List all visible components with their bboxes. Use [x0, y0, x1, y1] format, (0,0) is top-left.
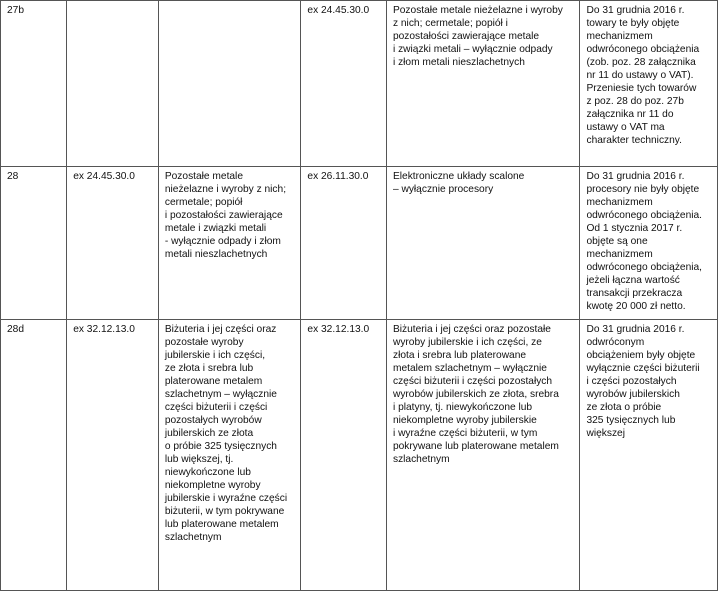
- table-row: [1, 320, 718, 591]
- note-cell: Do 31 grudnia 2016 r. towary te były objęte mechanizmem odwróconego obciążenia (zob. poz. 28 załącznika nr 11 do ustawy o VAT). Przeniesie tych towarów z poz. 28 do poz. 27b załącznika nr 11 do ustawy o VAT ma charakter techniczny.: [580, 1, 718, 167]
- item-number-cell: 28: [1, 167, 67, 320]
- new-pkwiu-cell: ex 24.45.30.0: [301, 1, 387, 167]
- old-description-cell: Pozostałe metale nieżelazne i wyroby z nich; cermetale; popiół i pozostałości zawierające metale i związki metali - wyłącznie odpady i złom metali nieszlachetnych: [158, 167, 301, 320]
- new-description-cell: Biżuteria i jej części oraz pozostałe wyroby jubilerskie i ich części, ze złota i srebra lub platerowane metalem szlachetnym – wyłącznie części biżuterii i części pozostałych wyrobów jubilerskich ze złota, srebra i platyny, tj. niewykończone lub niekompletne wyroby jubilerskie i wyraźne części biżuterii, w tym pokrywane lub platerowane metalem szlachetnym: [386, 320, 580, 591]
- new-pkwiu-cell: ex 26.11.30.0: [301, 167, 387, 320]
- old-pkwiu-cell: [67, 1, 159, 167]
- old-pkwiu-cell: ex 32.12.13.0: [67, 320, 159, 591]
- old-description-cell: [158, 1, 301, 167]
- new-pkwiu-cell: ex 32.12.13.0: [301, 320, 387, 591]
- new-description-cell: Pozostałe metale nieżelazne i wyroby z nich; cermetale; popiół i pozostałości zawierające metale i związki metali – wyłącznie odpady i złom metali nieszlachetnych: [386, 1, 580, 167]
- note-cell: Do 31 grudnia 2016 r. procesory nie były objęte mechanizmem odwróconego obciążenia. Od 1 stycznia 2017 r. objęte są one mechanizmem odwróconego obciążenia, jeżeli łączna wartość transakcji przekracza kwotę 20 000 zł netto.: [580, 167, 718, 320]
- note-cell: Do 31 grudnia 2016 r. odwróconym obciążeniem były objęte wyłącznie części biżuterii i części pozostałych wyrobów jubilerskich ze złota o próbie 325 tysięcznych lub większej: [580, 320, 718, 591]
- table-row: [1, 1, 718, 167]
- table-row: [1, 167, 718, 320]
- old-pkwiu-cell: ex 24.45.30.0: [67, 167, 159, 320]
- item-number-cell: 27b: [1, 1, 67, 167]
- old-description-cell: Biżuteria i jej części oraz pozostałe wyroby jubilerskie i ich części, ze złota i srebra lub platerowane metalem szlachetnym – wyłącznie części biżuterii i części pozostałych wyrobów jubilerskich ze złota o próbie 325 tysięcznych lub większej, tj. niewykończone lub niekompletne wyroby jubilerskie i wyraźne części biżuterii, w tym pokrywane lub platerowane metalem szlachetnym: [158, 320, 301, 591]
- item-number-cell: 28d: [1, 320, 67, 591]
- new-description-cell: Elektroniczne układy scalone – wyłącznie procesory: [386, 167, 580, 320]
